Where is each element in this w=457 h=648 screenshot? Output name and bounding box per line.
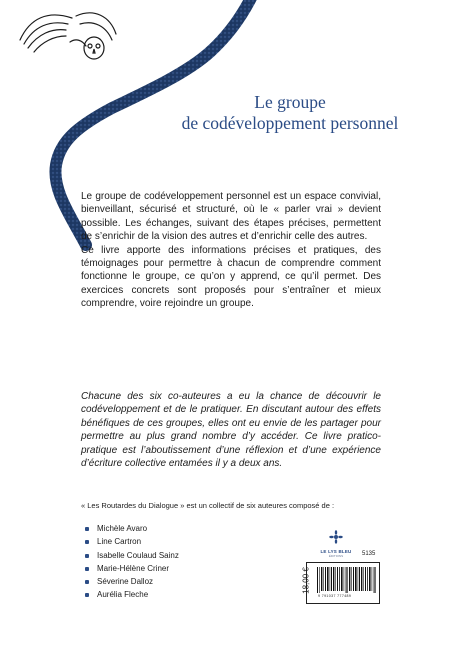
publisher-name: LE LYS BLEU bbox=[320, 549, 352, 554]
lily-icon bbox=[329, 530, 343, 544]
list-item bbox=[85, 575, 179, 588]
publisher-logo bbox=[318, 530, 354, 558]
list-item bbox=[85, 535, 179, 548]
author-name: Line Cartron bbox=[97, 537, 142, 547]
summary-paragraph-1: Le groupe de codéveloppement personnel est un espace convivial, bienveillant, sécurisé et structuré, où le « parler vrai » devient possible. Les échanges, suivant des étapes précises, permettent de s’enrichir de la vision des autres et d’enrichir celle des autres. bbox=[81, 191, 381, 243]
bullet-icon bbox=[85, 567, 89, 571]
isbn-number: 9 791037 777489 bbox=[318, 594, 352, 598]
bullet-icon bbox=[85, 580, 89, 584]
title-line-1: Le groupe bbox=[254, 92, 326, 112]
summary-paragraph-2: Ce livre apporte des informations précises et pratiques, des témoignages pour permettre à chacun de comprendre comment fonctionne le groupe, ce qu’on y apprend, ce qu’il permet. Des exercices concrets sont proposés pour s’entraîner et mieux comprendre, voire rejoindre un groupe. bbox=[81, 244, 381, 310]
author-name: Aurélia Fleche bbox=[97, 590, 149, 600]
list-item bbox=[85, 588, 179, 601]
bullet-icon bbox=[85, 527, 89, 531]
author-name: Séverine Dalloz bbox=[97, 577, 154, 587]
list-item bbox=[85, 522, 179, 535]
book-title bbox=[150, 92, 430, 134]
barcode-icon bbox=[317, 567, 377, 593]
reference-code: 5135 bbox=[362, 551, 376, 557]
author-name: Michèle Avaro bbox=[97, 524, 148, 533]
author-name: Marie-Hélène Criner bbox=[97, 563, 170, 573]
bullet-icon bbox=[85, 554, 89, 558]
author-list bbox=[85, 522, 179, 602]
owl-logo-icon bbox=[14, 2, 124, 64]
list-item bbox=[85, 549, 179, 562]
list-item bbox=[85, 562, 179, 575]
author-name: Isabelle Coulaud Sainz bbox=[97, 550, 179, 560]
title-line-2: de codéveloppement personnel bbox=[181, 113, 399, 133]
collective-intro: « Les Routardes du Dialogue » est un collectif de six auteures composé de : bbox=[81, 501, 335, 510]
summary-text bbox=[81, 190, 381, 311]
authors-note: Chacune des six co-auteures a eu la chance de découvrir le codéveloppement et de le pratiquer. En discutant autour des effets bénéfiques de ces groupes, elles ont eu envie de les partager pour permettre au plus grand nombre d’y accéder. Ce livre pratico-pratique est l’aboutissement d’une réflexion et d’une expérience d’écriture collective entamées il y a deux ans. bbox=[81, 391, 381, 470]
bullet-icon bbox=[85, 540, 89, 544]
bullet-icon bbox=[85, 593, 89, 597]
price-label: 18,00 € bbox=[301, 567, 311, 594]
publisher-subtitle: ÉDITIONS bbox=[328, 554, 344, 558]
